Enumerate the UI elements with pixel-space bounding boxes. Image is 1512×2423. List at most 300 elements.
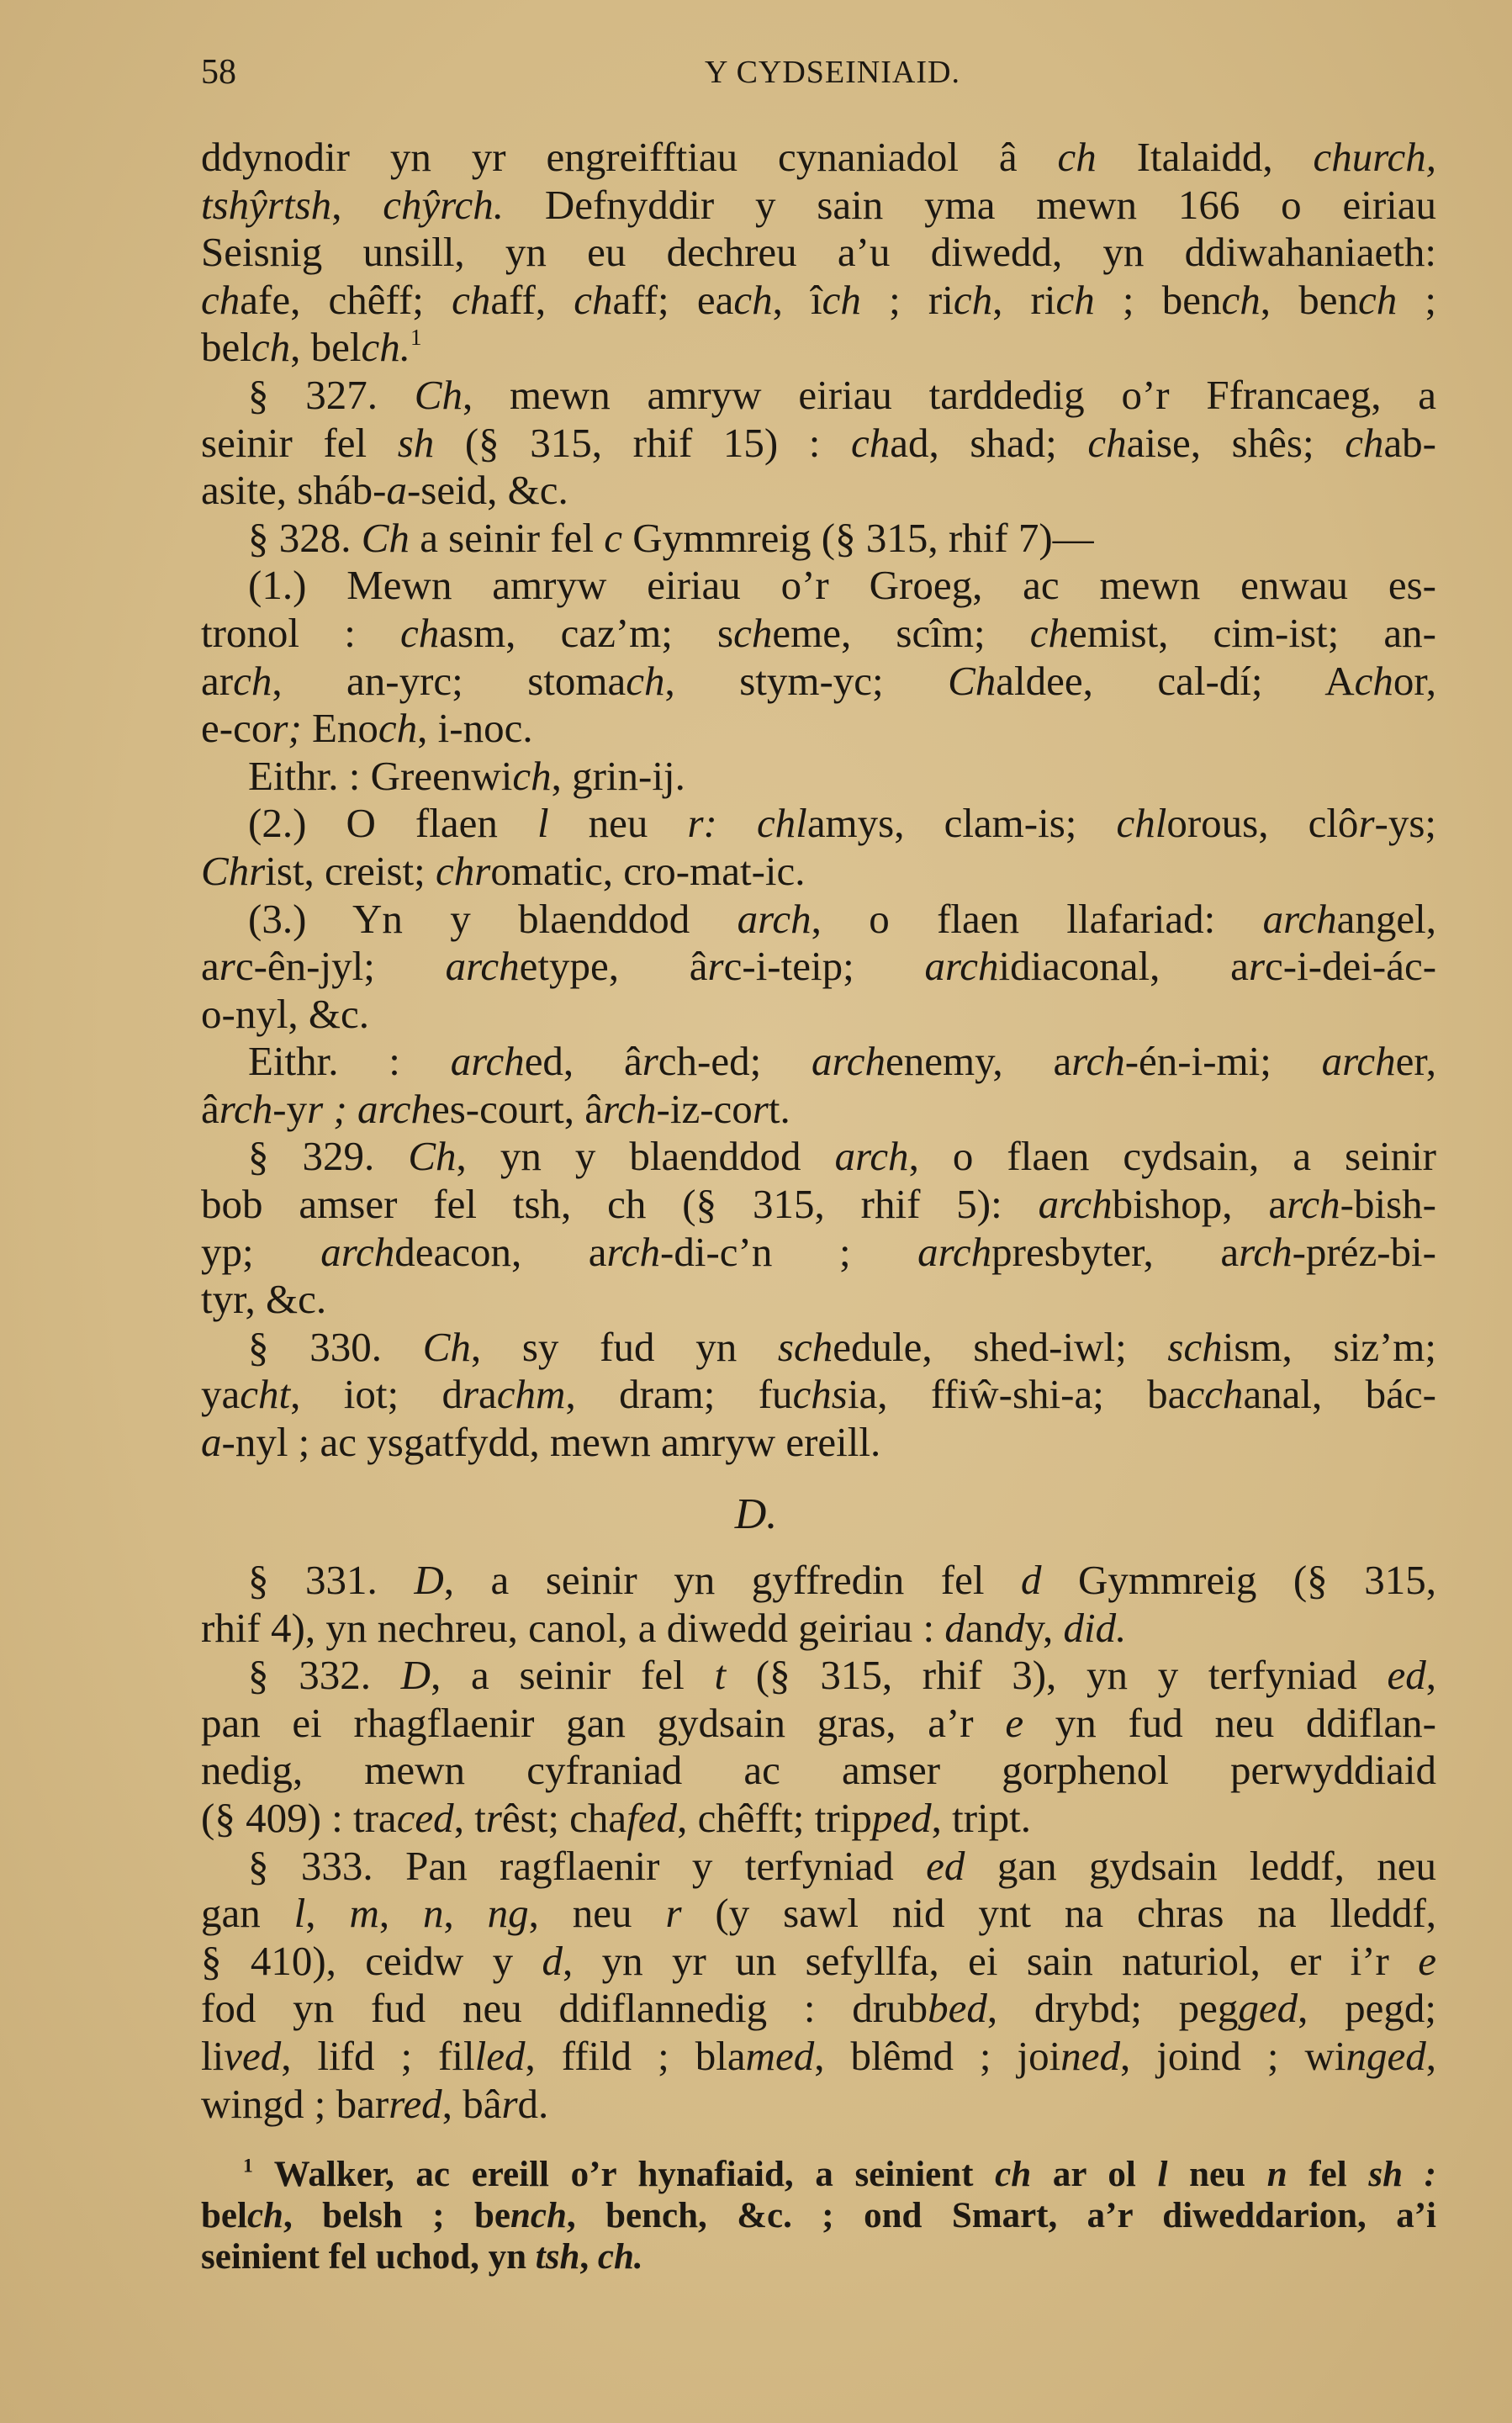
text-run: yp; xyxy=(201,1228,321,1275)
italic-run: n xyxy=(1266,2155,1287,2194)
italic-run: tsh xyxy=(535,2237,580,2277)
text-run: ar xyxy=(201,657,234,704)
text-run: , bâ xyxy=(441,2080,502,2127)
italic-run: rch xyxy=(219,1085,273,1132)
italic-run: chl xyxy=(1116,800,1167,847)
italic-run: r xyxy=(485,1794,502,1841)
italic-run: ch xyxy=(733,609,773,656)
text-line xyxy=(201,1700,1436,1748)
text-run: § 328. xyxy=(248,514,362,561)
text-run: , sy fud yn xyxy=(470,1323,778,1370)
page-number: 58 xyxy=(201,53,236,92)
text-run: , ffild ; bla xyxy=(525,2032,746,2079)
text-line xyxy=(201,277,1436,325)
text-run: aff; ea xyxy=(612,276,734,323)
italic-run: a xyxy=(386,467,407,514)
text-line xyxy=(201,1086,1436,1134)
text-run: enemy, a xyxy=(886,1038,1072,1085)
italic-run: ch xyxy=(626,657,665,704)
text-line xyxy=(201,1605,1436,1653)
italic-run: ch xyxy=(1087,419,1127,466)
italic-run: ped xyxy=(871,1794,932,1841)
italic-run: Ch xyxy=(361,514,410,561)
italic-run: cht xyxy=(240,1371,291,1418)
italic-run: bed xyxy=(928,1985,987,2032)
italic-run: r: xyxy=(687,800,717,847)
text-run: etype, â xyxy=(519,943,708,990)
italic-run: cch xyxy=(1186,1371,1244,1418)
text-run: -ys; xyxy=(1374,800,1437,847)
text-line xyxy=(201,1890,1436,1938)
text-run: emist, cim-ist; an- xyxy=(1068,609,1436,656)
text-run: bel xyxy=(201,324,251,371)
italic-run: t xyxy=(714,1652,727,1699)
italic-run: chm xyxy=(496,1371,566,1418)
running-title: Y CYDSEINIAID. xyxy=(705,55,960,90)
text-run: seinient fel uchod, yn xyxy=(201,2237,536,2277)
italic-run: ng xyxy=(487,1890,529,1937)
text-line xyxy=(201,896,1436,944)
text-run: -y xyxy=(272,1085,308,1132)
text-run: bob amser fel tsh, ch (§ 315, rhif 5): xyxy=(201,1181,1039,1228)
italic-run: ch xyxy=(233,657,272,704)
text-run: , iot; d xyxy=(290,1371,463,1418)
text-run xyxy=(347,1086,357,1132)
text-run: a seinir fel xyxy=(409,514,605,561)
text-run: -iz-co xyxy=(656,1085,753,1132)
text-run: yn fud neu ddiflan- xyxy=(1023,1699,1436,1746)
text-run: deacon, a xyxy=(394,1228,607,1275)
text-run: Gymmreig (§ 315, xyxy=(1041,1557,1436,1603)
italic-run: rch xyxy=(1239,1228,1293,1275)
italic-run: ch xyxy=(995,2155,1032,2194)
text-run: presbyter, a xyxy=(991,1228,1240,1275)
text-line xyxy=(201,1181,1436,1229)
italic-run: r xyxy=(752,1085,769,1132)
italic-run: ned xyxy=(1060,2032,1120,2079)
text-run: -bish- xyxy=(1340,1181,1436,1228)
italic-run: arch xyxy=(834,1133,909,1180)
text-line xyxy=(201,848,1436,896)
italic-run: e xyxy=(1418,1937,1436,1984)
italic-run: ch xyxy=(251,324,291,371)
section-ch-body xyxy=(201,134,1436,1467)
text-line xyxy=(201,1747,1436,1795)
italic-run: ch xyxy=(953,276,993,323)
text-run: aff, xyxy=(490,276,574,323)
italic-run: ch xyxy=(1055,276,1095,323)
text-run: -préz-bi- xyxy=(1292,1228,1436,1275)
italic-run: arch xyxy=(1038,1181,1113,1228)
text-line xyxy=(201,372,1436,420)
text-run: , drybd; peg xyxy=(986,1985,1239,2032)
italic-run: r xyxy=(642,1038,658,1085)
text-line xyxy=(201,753,1436,801)
italic-run: led xyxy=(474,2032,526,2079)
italic-run: r xyxy=(501,2080,518,2127)
italic-run: sh : xyxy=(1368,2155,1436,2194)
text-run: Defnyddir y sain yma mewn 166 o eiriau xyxy=(504,181,1437,228)
text-run: ar ol xyxy=(1031,2155,1158,2194)
italic-run: r; xyxy=(272,705,302,752)
text-run: (§ 315, rhif 15) : xyxy=(434,419,851,466)
italic-run: ch xyxy=(512,752,552,799)
italic-run: arch xyxy=(1321,1038,1396,1085)
italic-run: sh xyxy=(397,419,435,466)
italic-run: med xyxy=(745,2032,815,2079)
text-line xyxy=(201,658,1436,706)
text-run: gan gydsain leddf, neu xyxy=(965,1842,1437,1889)
text-run: a xyxy=(201,943,219,990)
text-line xyxy=(201,1276,1436,1324)
text-run: , mewn amryw eiriau tarddedig o’r Ffrancaeg, a xyxy=(462,371,1436,418)
text-run: y, xyxy=(1024,1604,1064,1651)
text-run: , xyxy=(305,1890,350,1937)
text-run: ch-ed; xyxy=(658,1038,812,1085)
text-run: , i-noc. xyxy=(417,705,533,752)
text-run: Gymmreig (§ 315, rhif 7)— xyxy=(621,514,1094,561)
text-run: angel, xyxy=(1336,895,1436,942)
text-run: er, xyxy=(1395,1038,1436,1085)
italic-run: ch xyxy=(452,276,491,323)
text-run: -di-c’n ; xyxy=(660,1228,918,1275)
italic-run: d xyxy=(542,1937,563,1984)
italic-run: Ch xyxy=(408,1133,457,1180)
italic-run: red xyxy=(389,2080,442,2127)
italic-run: rch xyxy=(603,1085,657,1132)
text-run: e-co xyxy=(201,705,272,752)
text-run: omatic, cro-mat-ic. xyxy=(490,847,806,894)
text-run: , xyxy=(378,1890,423,1937)
text-run: afe, chêff; xyxy=(240,276,452,323)
text-run: , o flaen llafariad: xyxy=(811,895,1263,942)
text-line xyxy=(201,467,1436,515)
text-run: § 327. xyxy=(248,371,415,418)
text-run: or, xyxy=(1393,657,1436,704)
text-run: ddynodir yn yr engreifftiau cynaniadol â xyxy=(201,134,1058,180)
italic-run: church, xyxy=(1313,134,1437,180)
italic-run: ch xyxy=(733,276,773,323)
text-run: asm, caz’m; s xyxy=(439,609,734,656)
text-run: , bench, &c. ; ond Smart, a’r diweddarion, a’i xyxy=(566,2196,1436,2235)
text-run: , stym-yc; xyxy=(664,657,949,704)
italic-run: d xyxy=(1020,1557,1042,1603)
text-run: ; ri xyxy=(860,276,954,323)
section-d-body xyxy=(201,1557,1436,2128)
italic-run: ch xyxy=(201,276,241,323)
text-line xyxy=(201,1419,1436,1467)
italic-run: arch xyxy=(1262,895,1337,942)
text-run: , a seinir yn gyffredin fel xyxy=(443,1557,1021,1603)
text-run: c-i-dei-ác- xyxy=(1265,943,1437,990)
italic-run: ch xyxy=(1029,609,1069,656)
text-run: edule, shed-iwl; xyxy=(833,1323,1168,1370)
text-line xyxy=(201,229,1436,277)
text-run: asite, sháb- xyxy=(201,467,387,514)
italic-run: ch xyxy=(574,276,613,323)
text-run: -seid, &c. xyxy=(406,467,568,514)
footnote-marker: 1 xyxy=(243,2155,253,2177)
text-run: a xyxy=(478,1371,497,1418)
text-line xyxy=(201,134,1436,182)
italic-run: d xyxy=(944,1604,965,1651)
text-run: -én-i-mi; xyxy=(1124,1038,1322,1085)
text-run: , ben xyxy=(1260,276,1358,323)
text-run: anal, bác- xyxy=(1243,1371,1436,1418)
italic-run: arch xyxy=(450,1038,525,1085)
text-run: , xyxy=(443,1890,488,1937)
text-line xyxy=(201,2195,1436,2236)
text-run: es-court, â xyxy=(431,1085,604,1132)
text-run: , o flaen cydsain, a seinir xyxy=(908,1133,1436,1180)
text-run: an xyxy=(965,1604,1005,1651)
text-run: ed, â xyxy=(524,1038,642,1085)
italic-run: arch xyxy=(357,1085,431,1132)
italic-run: l xyxy=(1157,2155,1168,2194)
italic-run: rch xyxy=(606,1228,661,1275)
text-run: o-nyl, &c. xyxy=(201,990,370,1037)
italic-run: ch xyxy=(851,419,891,466)
italic-run: ch xyxy=(1221,276,1261,323)
text-line xyxy=(201,1038,1436,1086)
italic-run: ved xyxy=(224,2032,282,2079)
text-run: ia, ffiŵ-shi-a; ba xyxy=(847,1371,1187,1418)
text-line xyxy=(201,800,1436,848)
italic-run: did. xyxy=(1063,1604,1127,1651)
italic-run: r xyxy=(707,943,724,990)
text-run: neu xyxy=(1167,2155,1267,2194)
text-line xyxy=(201,1985,1436,2033)
text-line xyxy=(201,182,1436,230)
italic-run: chr xyxy=(436,847,491,894)
italic-run: Ch xyxy=(948,657,997,704)
italic-run: ch xyxy=(1345,419,1384,466)
italic-run: e xyxy=(1005,1699,1024,1746)
italic-run: arch xyxy=(924,943,999,990)
text-run: Walker, ac ereill o’r hynafiaid, a seinient xyxy=(252,2155,996,2194)
text-run: neu xyxy=(548,800,688,847)
italic-run: arch xyxy=(737,895,812,942)
text-run: ism, siz’m; xyxy=(1222,1323,1436,1370)
text-run: eme, scîm; xyxy=(772,609,1030,656)
text-line xyxy=(201,705,1436,753)
text-run: seinir fel xyxy=(201,419,398,466)
text-line xyxy=(201,991,1436,1039)
text-run: ad, shad; xyxy=(890,419,1088,466)
italic-run: chl xyxy=(756,800,807,847)
text-run: , tript. xyxy=(931,1794,1032,1841)
italic-run: r ; xyxy=(307,1085,347,1132)
italic-run: rch xyxy=(1071,1038,1125,1085)
footnote-marker: 1 xyxy=(410,325,422,351)
italic-run: l xyxy=(537,800,549,847)
italic-run: m xyxy=(349,1890,379,1937)
text-run: , chêfft; trip xyxy=(677,1794,872,1841)
text-run: § 330. xyxy=(248,1323,423,1370)
text-run: Seisnig unsill, yn eu dechreu a’u diwedd, yn ddiwahaniaeth: xyxy=(201,229,1436,276)
italic-run: fed xyxy=(626,1794,678,1841)
text-run: idiaconal, a xyxy=(998,943,1249,990)
italic-run: r xyxy=(219,943,235,990)
italic-run: ch xyxy=(378,705,418,752)
text-run: , xyxy=(579,2237,598,2277)
text-run: , xyxy=(1425,1652,1436,1699)
text-run: â xyxy=(201,1085,219,1132)
italic-run: Ch xyxy=(414,371,463,418)
text-run xyxy=(717,800,757,846)
text-run: c-i-teip; xyxy=(723,943,925,990)
text-line xyxy=(201,1843,1436,1891)
italic-run: D xyxy=(400,1652,431,1699)
text-line xyxy=(201,2154,1436,2195)
text-run: , grin-ij. xyxy=(551,752,685,799)
text-run: (§ 409) : tra xyxy=(201,1794,397,1841)
italic-run: arch xyxy=(320,1228,395,1275)
text-line xyxy=(201,2236,1436,2278)
text-run: bel xyxy=(201,2196,247,2235)
text-run: , belsh ; be xyxy=(283,2196,510,2235)
italic-run: c xyxy=(604,514,622,561)
section-heading-d: D. xyxy=(734,1490,778,1538)
italic-run: ch. xyxy=(597,2237,643,2277)
text-run: t. xyxy=(768,1085,790,1132)
text-run: Italaidd, xyxy=(1096,134,1314,180)
italic-run: l xyxy=(293,1890,306,1937)
text-run: § 331. xyxy=(248,1557,415,1603)
text-run: (2.) O flaen xyxy=(248,800,537,847)
italic-run: ged xyxy=(1238,1985,1298,2032)
italic-run: arch xyxy=(917,1228,992,1275)
text-line xyxy=(201,1938,1436,1986)
text-run: , yn y blaenddod xyxy=(456,1133,835,1180)
italic-run: ch xyxy=(246,2196,283,2235)
italic-run: ed xyxy=(1387,1652,1426,1699)
text-line xyxy=(201,1229,1436,1277)
text-run: ab- xyxy=(1383,419,1437,466)
text-run: fod yn fud neu ddiflannedig : drub xyxy=(201,1985,928,2032)
italic-run: Ch xyxy=(422,1323,471,1370)
italic-run: r xyxy=(1248,943,1266,990)
italic-run: ch xyxy=(1357,276,1398,323)
text-line xyxy=(201,420,1436,468)
text-run: , dram; fu xyxy=(565,1371,793,1418)
italic-run: rch xyxy=(1287,1181,1340,1228)
text-run: § 410), ceidw y xyxy=(201,1937,542,1984)
text-line xyxy=(201,2033,1436,2081)
text-run: , î xyxy=(772,276,822,323)
text-run: , bel xyxy=(290,324,362,371)
text-run: ; xyxy=(1397,276,1437,323)
italic-run: Chr xyxy=(201,847,266,894)
text-run: ; ben xyxy=(1094,276,1222,323)
italic-run: ed xyxy=(926,1842,965,1889)
text-run: c-ên-jyl; xyxy=(235,943,446,990)
italic-run: r xyxy=(665,1890,682,1937)
italic-run: r xyxy=(462,1371,479,1418)
italic-run: r xyxy=(1358,800,1375,847)
italic-run: ch xyxy=(400,609,440,656)
text-line xyxy=(201,1557,1436,1605)
text-run: bishop, a xyxy=(1112,1181,1287,1228)
text-run: -nyl ; ac ysgatfydd, mewn amryw ereill. xyxy=(221,1419,881,1466)
text-run: Eithr. : xyxy=(248,1038,451,1085)
text-run: ya xyxy=(201,1371,241,1418)
text-run: (y sawl nid ynt na chras na lleddf, xyxy=(681,1890,1437,1937)
text-run: , joind ; wi xyxy=(1119,2032,1346,2079)
text-run: , an-yrc; stoma xyxy=(272,657,626,704)
text-run: , t xyxy=(453,1794,486,1841)
italic-run: arch xyxy=(445,943,520,990)
text-line xyxy=(201,1324,1436,1372)
text-run: Eithr. : Greenwi xyxy=(248,752,513,799)
text-run: § 333. Pan ragflaenir y terfyniad xyxy=(248,1842,927,1889)
text-run: (3.) Yn y blaenddod xyxy=(248,895,737,942)
text-run: , blêmd ; joi xyxy=(814,2032,1061,2079)
text-run: aise, shês; xyxy=(1126,419,1345,466)
text-line xyxy=(201,2081,1436,2129)
italic-run: ch. xyxy=(361,324,410,371)
italic-run: a xyxy=(201,1419,222,1466)
text-run: (§ 315, rhif 3), yn y terfyniad xyxy=(726,1652,1388,1699)
text-line xyxy=(201,515,1436,563)
text-line xyxy=(201,1133,1436,1181)
text-run: d. xyxy=(517,2080,549,2127)
italic-run: arch xyxy=(812,1038,886,1085)
text-run: , neu xyxy=(528,1890,666,1937)
text-line xyxy=(201,610,1436,658)
text-line xyxy=(201,1652,1436,1700)
text-run: fel xyxy=(1287,2155,1369,2194)
italic-run: ced xyxy=(396,1794,454,1841)
text-line xyxy=(201,1371,1436,1419)
text-run: gan xyxy=(201,1890,294,1937)
text-run: , yn yr un sefyllfa, ei sain naturiol, er i’r xyxy=(563,1937,1419,1984)
text-run: § 332. xyxy=(248,1652,401,1699)
text-run: li xyxy=(201,2032,225,2079)
italic-run: D xyxy=(414,1557,444,1603)
italic-run: d xyxy=(1004,1604,1025,1651)
italic-run: sch xyxy=(777,1323,833,1370)
text-run: , a seinir fel xyxy=(431,1652,715,1699)
text-line xyxy=(201,943,1436,991)
text-run: êst; cha xyxy=(501,1794,627,1841)
text-run: rhif 4), yn nechreu, canol, a diwedd geiriau : xyxy=(201,1604,945,1651)
text-run: aldee, cal-dí; A xyxy=(996,657,1355,704)
text-line xyxy=(201,562,1436,610)
italic-run: chŷrch. xyxy=(383,181,505,228)
text-run: ist, creist; xyxy=(265,847,436,894)
text-run: amys, clam-is; xyxy=(806,800,1117,847)
footnote xyxy=(201,2154,1436,2278)
italic-run: n xyxy=(422,1890,444,1937)
text-run: tronol : xyxy=(201,609,400,656)
italic-run: nged xyxy=(1345,2032,1426,2079)
text-run: , xyxy=(1425,2032,1436,2079)
text-run: nedig, mewn cyfraniad ac amser gorphenol perwyddiaid xyxy=(201,1747,1436,1794)
text-run: , ri xyxy=(992,276,1056,323)
text-run: § 329. xyxy=(248,1133,409,1180)
text-line xyxy=(201,1795,1436,1843)
text-run: , lifd ; fil xyxy=(281,2032,475,2079)
text-run: (1.) Mewn amryw eiriau o’r Groeg, ac mewn enwau es- xyxy=(248,562,1436,609)
italic-run: ch xyxy=(1354,657,1393,704)
italic-run: ch xyxy=(822,276,861,323)
italic-run: chs xyxy=(792,1371,848,1418)
text-run: pan ei rhagflaenir gan gydsain gras, a’r xyxy=(201,1699,1006,1746)
italic-run: tshŷrtsh xyxy=(201,181,332,228)
text-run: orous, clô xyxy=(1166,800,1359,847)
italic-run: ch xyxy=(1057,134,1097,180)
